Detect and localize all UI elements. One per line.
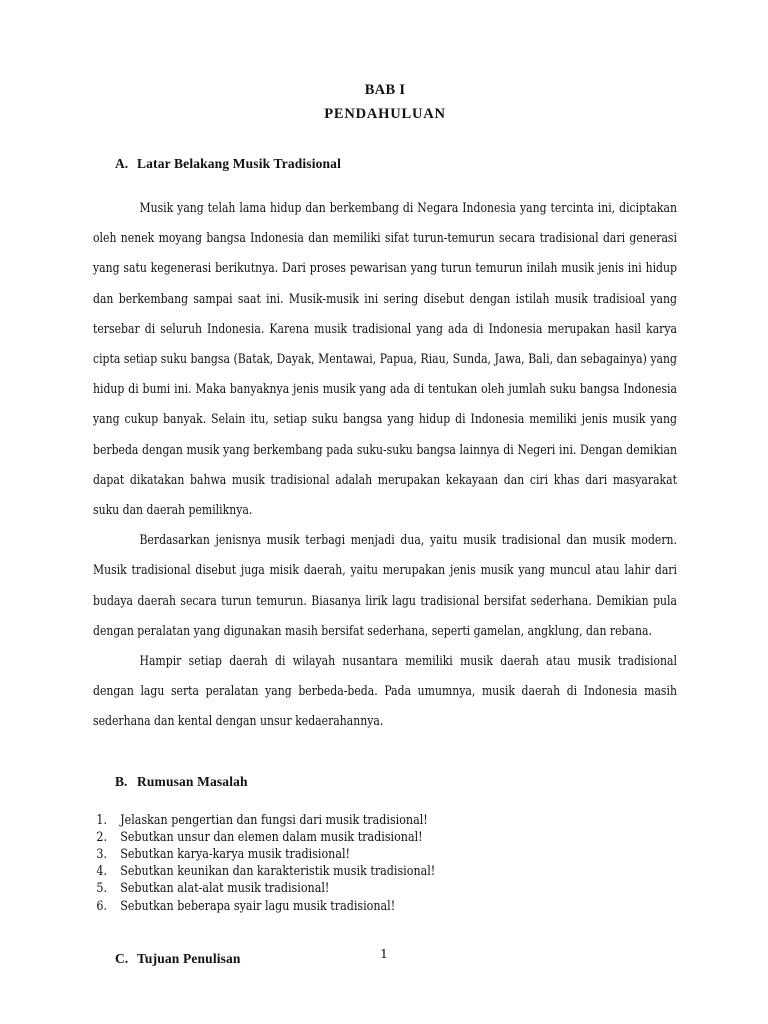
section-title-a: Latar Belakang Musik Tradisional (137, 156, 341, 171)
list-item-label: Sebutkan karya-karya musik tradisional! (120, 847, 351, 863)
section-a-body (93, 194, 677, 738)
list-item (93, 898, 677, 915)
page-content (93, 78, 677, 969)
section-letter-b: B. (115, 773, 128, 789)
list-item-label: Sebutkan alat-alat musik tradisional! (120, 881, 330, 897)
chapter-number: BAB I (364, 82, 406, 98)
list-item (93, 829, 677, 846)
section-heading-a (93, 154, 677, 174)
spacer (93, 126, 677, 154)
list-item-number: 2. (96, 829, 108, 845)
paragraph: Musik yang telah lama hidup dan berkembang di Negara Indonesia yang tercinta ini, diciptakan oleh nenek moyang bangsa Indonesia dan memiliki sifat turun-temurun secara tradisional dari generasi yang satu kegenerasi berikutnya. Dari proses pewarisan yang turun temurun inilah musik jenis ini hidup dan berkembang sampai saat ini. Musik-musik ini sering disebut dengan istilah musik tradisioal yang tersebar di seluruh Indonesia. Karena musik tradisional yang ada di Indonesia merupakan hasil karya cipta setiap suku bangsa (Batak, Dayak, Mentawai, Papua, Riau, Sunda, Jawa, Bali, dan sebagainya) yang hidup di bumi ini. Maka banyaknya jenis musik yang ada di tentukan oleh jumlah suku bangsa Indonesia yang cukup banyak. Selain itu, setiap suku bangsa yang hidup di Indonesia memiliki jenis musik yang berbeda dengan musik yang berkembang pada suku-suku bangsa lainnya di Negeri ini. Dengan demikian dapat dikatakan bahwa musik tradisional adalah merupakan kekayaan dan ciri khas dari masyarakat suku dan daerah pemiliknya. (93, 201, 677, 519)
list-item (93, 846, 677, 863)
section-letter-a: A. (115, 156, 129, 171)
page-number: 1 (380, 946, 388, 961)
list-item-label: Sebutkan beberapa syair lagu musik tradisional! (120, 898, 396, 914)
spacer (93, 792, 677, 812)
section-title-b: Rumusan Masalah (137, 773, 248, 789)
list-item-label: Sebutkan unsur dan elemen dalam musik tradisional! (120, 829, 423, 845)
spacer (93, 738, 677, 772)
section-title-c: Tujuan Penulisan (137, 950, 241, 966)
list-item (93, 863, 677, 880)
spacer (93, 915, 677, 949)
list-item-number: 6. (96, 898, 108, 914)
spacer (93, 174, 677, 194)
list-item (93, 812, 677, 829)
section-heading-b (93, 772, 677, 792)
list-item-number: 4. (96, 864, 108, 880)
section-letter-c: C. (115, 950, 129, 966)
chapter-title: PENDAHULUAN (324, 106, 446, 122)
rumusan-masalah-list (93, 812, 677, 915)
list-item-label: Jelaskan pengertian dan fungsi dari musik tradisional! (120, 812, 428, 828)
paragraph: Hampir setiap daerah di wilayah nusantara memiliki musik daerah atau musik tradisional dengan lagu serta peralatan yang berbeda-beda. Pada umumnya, musik daerah di Indonesia masih sederhana dan kental dengan unsur kedaerahannya. (93, 654, 677, 730)
paragraph: Berdasarkan jenisnya musik terbagi menjadi dua, yaitu musik tradisional dan musik modern. Musik tradisional disebut juga misik daerah, yaitu merupakan jenis musik yang muncul atau lahir dari budaya daerah secara turun temurun. Biasanya lirik lagu tradisional bersifat sederhana. Demikian pula dengan peralatan yang digunakan masih bersifat sederhana, seperti gamelan, angklung, dan rebana. (93, 533, 677, 639)
list-item-number: 1. (96, 812, 108, 828)
list-item-label: Sebutkan keunikan dan karakteristik musik tradisional! (120, 864, 436, 880)
list-item-number: 3. (96, 847, 108, 863)
list-item-number: 5. (96, 881, 108, 897)
list-item (93, 880, 677, 897)
